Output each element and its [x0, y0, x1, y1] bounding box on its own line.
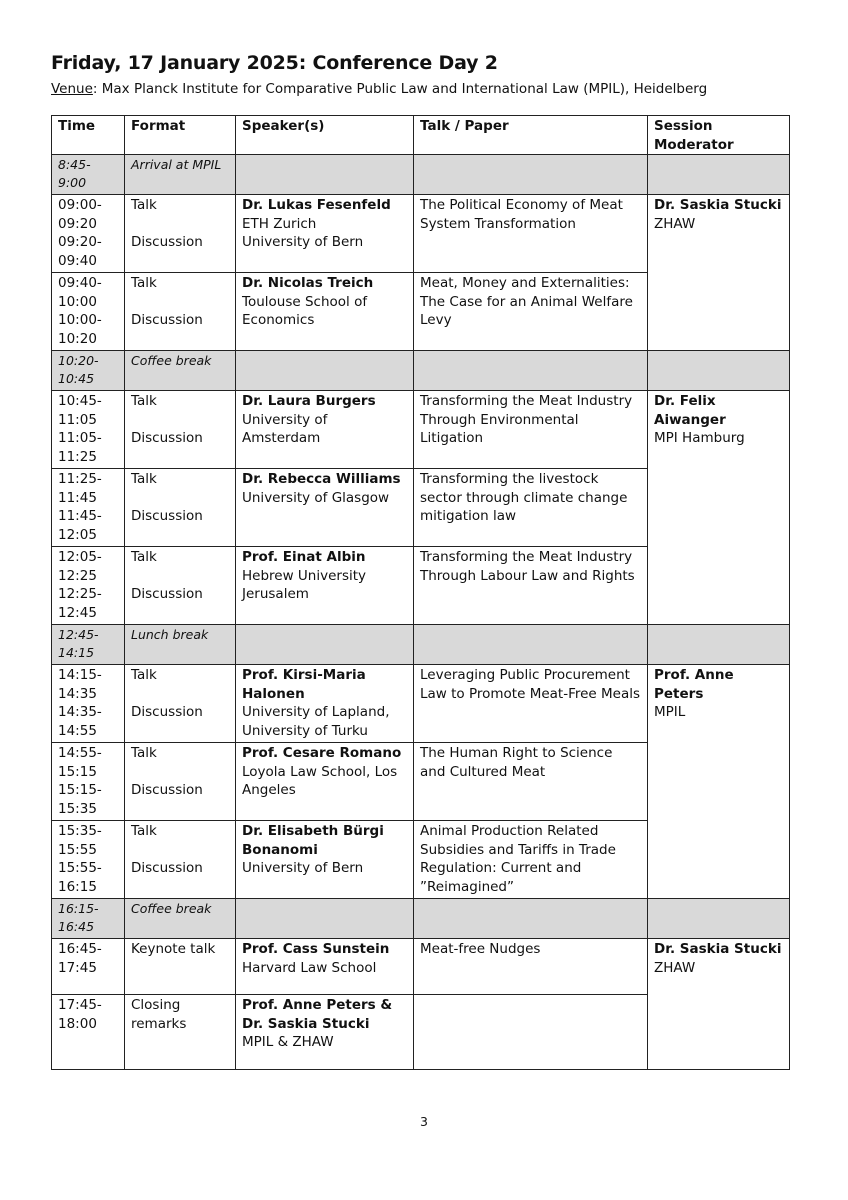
format-cell: Talk Discussion: [125, 469, 236, 547]
keynote-row: [52, 939, 790, 995]
speaker-cell: Prof. Cass Sunstein Harvard Law School: [236, 939, 414, 995]
format-cell: Talk Discussion: [125, 195, 236, 273]
table-header-row: [52, 116, 790, 155]
break-label: Lunch break: [125, 625, 236, 665]
time-cell: 11:25- 11:45 11:45- 12:05: [52, 469, 125, 547]
col-header-talk: Talk / Paper: [414, 116, 648, 155]
moderator-cell: Dr. Saskia Stucki ZHAW: [648, 939, 790, 1070]
paper-cell: [414, 995, 648, 1070]
moderator-cell: Dr. Saskia Stucki ZHAW: [648, 195, 790, 351]
venue-text: : Max Planck Institute for Comparative Public Law and International Law (MPIL), Heidelberg: [92, 81, 708, 97]
col-header-moderator: Session Moderator: [648, 116, 790, 155]
speaker-cell: Dr. Elisabeth Bürgi Bonanomi University of Bern: [236, 821, 414, 899]
break-time: 10:20- 10:45: [52, 351, 125, 391]
break-time: 16:15- 16:45: [52, 899, 125, 939]
speaker-cell: Prof. Cesare Romano Loyola Law School, Los Angeles: [236, 743, 414, 821]
format-cell: Talk Discussion: [125, 743, 236, 821]
time-cell: 09:40- 10:00 10:00- 10:20: [52, 273, 125, 351]
time-cell: 14:55- 15:15 15:15- 15:35: [52, 743, 125, 821]
format-cell: Closing remarks: [125, 995, 236, 1070]
table-row: [52, 665, 790, 743]
time-cell: 15:35- 15:55 15:55- 16:15: [52, 821, 125, 899]
time-cell: 16:45- 17:45: [52, 939, 125, 995]
format-cell: Talk Discussion: [125, 821, 236, 899]
lunch-break-row: [52, 625, 790, 665]
break-label: Coffee break: [125, 351, 236, 391]
programme-table: [51, 115, 790, 1070]
paper-cell: The Human Right to Science and Cultured Meat: [414, 743, 648, 821]
format-cell: Talk Discussion: [125, 391, 236, 469]
paper-cell: Meat, Money and Externalities: The Case for an Animal Welfare Levy: [414, 273, 648, 351]
speaker-cell: Dr. Laura Burgers University of Amsterdam: [236, 391, 414, 469]
venue-line: [51, 81, 707, 97]
coffee-break-row: [52, 351, 790, 391]
venue-label: Venue: [51, 81, 93, 97]
arrival-time: 8:45-9:00: [52, 155, 125, 195]
page-title: Friday, 17 January 2025: Conference Day 2: [51, 52, 498, 74]
speaker-cell: Dr. Lukas Fesenfeld ETH Zurich University of Bern: [236, 195, 414, 273]
speaker-cell: Prof. Kirsi-Maria Halonen University of Lapland, University of Turku: [236, 665, 414, 743]
time-cell: 14:15- 14:35 14:35- 14:55: [52, 665, 125, 743]
col-header-speakers: Speaker(s): [236, 116, 414, 155]
paper-cell: Transforming the Meat Industry Through Environmental Litigation: [414, 391, 648, 469]
page-number: 3: [420, 1114, 428, 1129]
time-cell: 10:45- 11:05 11:05- 11:25: [52, 391, 125, 469]
format-cell: Talk Discussion: [125, 547, 236, 625]
paper-cell: The Political Economy of Meat System Transformation: [414, 195, 648, 273]
arrival-label: Arrival at MPIL: [125, 155, 236, 195]
col-header-time: Time: [52, 116, 125, 155]
paper-cell: Leveraging Public Procurement Law to Promote Meat-Free Meals: [414, 665, 648, 743]
break-time: 12:45- 14:15: [52, 625, 125, 665]
time-cell: 12:05- 12:25 12:25- 12:45: [52, 547, 125, 625]
paper-cell: Transforming the livestock sector through climate change mitigation law: [414, 469, 648, 547]
time-cell: 17:45- 18:00: [52, 995, 125, 1070]
format-cell: Talk Discussion: [125, 665, 236, 743]
paper-cell: Animal Production Related Subsidies and Tariffs in Trade Regulation: Current and ”Reimagined”: [414, 821, 648, 899]
coffee-break-row: [52, 899, 790, 939]
speaker-cell: Prof. Einat Albin Hebrew University Jerusalem: [236, 547, 414, 625]
moderator-cell: Dr. Felix Aiwanger MPI Hamburg: [648, 391, 790, 625]
table-row: [52, 391, 790, 469]
paper-cell: Meat-free Nudges: [414, 939, 648, 995]
break-label: Coffee break: [125, 899, 236, 939]
moderator-cell: Prof. Anne Peters MPIL: [648, 665, 790, 899]
col-header-format: Format: [125, 116, 236, 155]
speaker-cell: Prof. Anne Peters & Dr. Saskia Stucki MPIL & ZHAW: [236, 995, 414, 1070]
arrival-row: [52, 155, 790, 195]
format-cell: Talk Discussion: [125, 273, 236, 351]
time-cell: 09:00- 09:20 09:20- 09:40: [52, 195, 125, 273]
speaker-cell: Dr. Rebecca Williams University of Glasgow: [236, 469, 414, 547]
paper-cell: Transforming the Meat Industry Through Labour Law and Rights: [414, 547, 648, 625]
table-row: [52, 195, 790, 273]
speaker-cell: Dr. Nicolas Treich Toulouse School of Economics: [236, 273, 414, 351]
format-cell: Keynote talk: [125, 939, 236, 995]
